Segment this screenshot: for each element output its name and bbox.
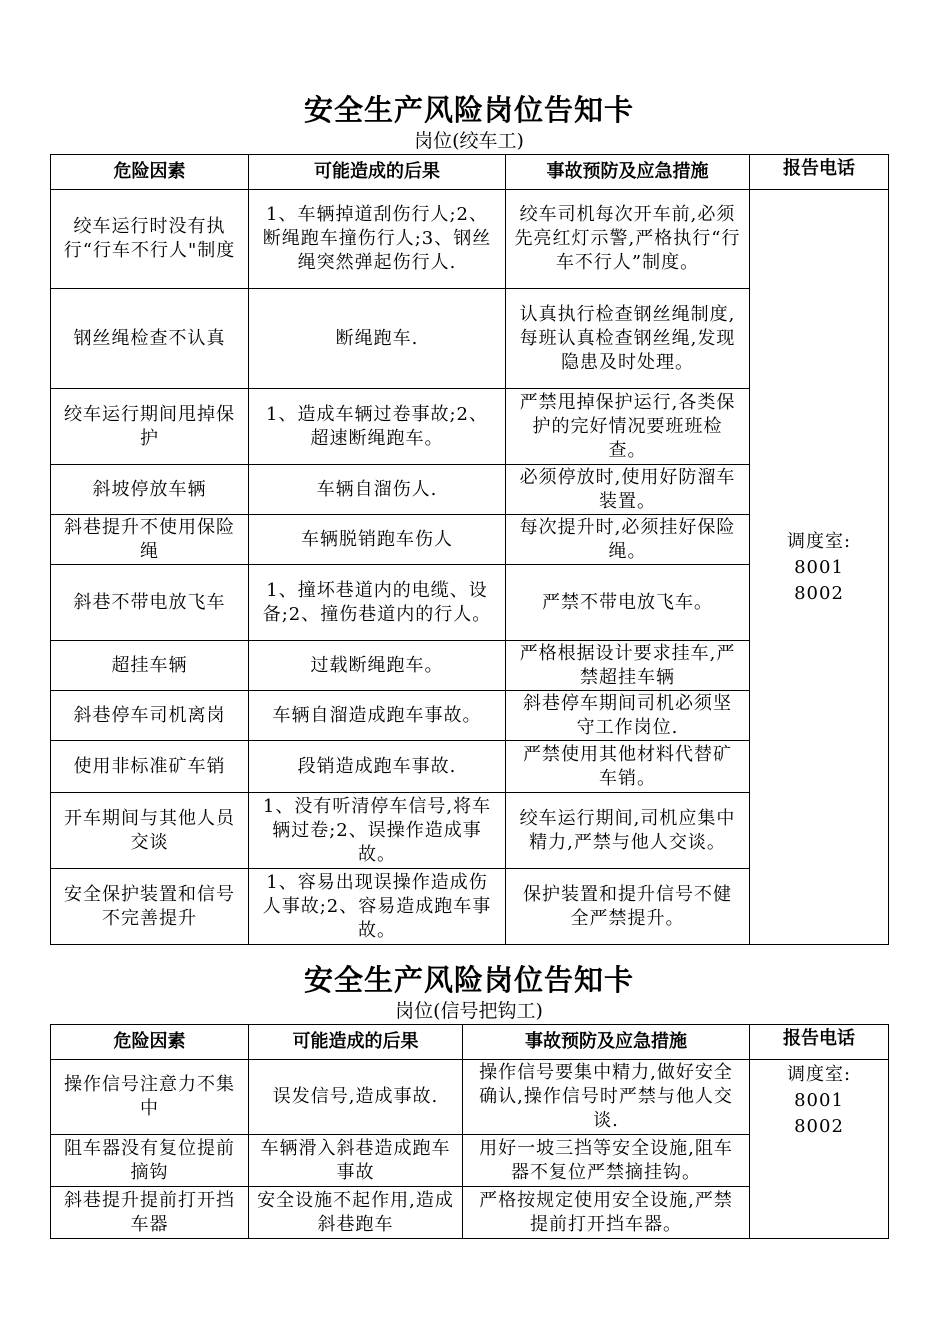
header-phone: 报告电话 bbox=[750, 1025, 889, 1060]
header-hazard: 危险因素 bbox=[51, 1025, 249, 1060]
hazard-cell: 绞车运行期间甩掉保护 bbox=[51, 389, 249, 465]
measure-cell: 必须停放时,使用好防溜车装置。 bbox=[506, 465, 750, 515]
hazard-cell: 斜坡停放车辆 bbox=[51, 465, 249, 515]
measure-cell: 绞车运行期间,司机应集中精力,严禁与他人交谈。 bbox=[506, 793, 750, 869]
consequence-cell: 1、容易出现误操作造成伤人事故;2、容易造成跑车事故。 bbox=[249, 869, 506, 945]
measure-cell: 斜巷停车期间司机必须坚守工作岗位. bbox=[506, 691, 750, 741]
hazard-cell: 斜巷提升不使用保险绳 bbox=[51, 515, 249, 565]
measure-cell: 用好一坡三挡等安全设施,阻车器不复位严禁摘挂钩。 bbox=[463, 1135, 750, 1187]
hazard-cell: 斜巷不带电放飞车 bbox=[51, 565, 249, 641]
measure-cell: 保护装置和提升信号不健全严禁提升。 bbox=[506, 869, 750, 945]
report-phone-cell bbox=[750, 1060, 889, 1239]
phone-number: 8001 bbox=[794, 557, 844, 578]
phone-label: 调度室: bbox=[786, 531, 852, 552]
measure-cell: 严格按规定使用安全设施,严禁提前打开挡车器。 bbox=[463, 1187, 750, 1239]
hazard-cell: 钢丝绳检查不认真 bbox=[51, 289, 249, 389]
hazard-cell: 绞车运行时没有执行“行车不行人"制度 bbox=[51, 190, 249, 289]
consequence-cell: 段销造成跑车事故. bbox=[249, 741, 506, 793]
risk-card-winch-operator bbox=[50, 92, 888, 945]
consequence-cell: 车辆脱销跑车伤人 bbox=[249, 515, 506, 565]
header-consequence: 可能造成的后果 bbox=[249, 1025, 463, 1060]
table-row bbox=[51, 190, 889, 289]
measure-cell: 严禁甩掉保护运行,各类保护的完好情况要班班检查。 bbox=[506, 389, 750, 465]
hazard-cell: 使用非标准矿车销 bbox=[51, 741, 249, 793]
risk-table bbox=[50, 154, 889, 945]
measure-cell: 绞车司机每次开车前,必须先亮红灯示警,严格执行“行车不行人”制度。 bbox=[506, 190, 750, 289]
hazard-cell: 斜巷停车司机离岗 bbox=[51, 691, 249, 741]
consequence-cell: 车辆自溜造成跑车事故。 bbox=[249, 691, 506, 741]
card-subtitle: 岗位(信号把钩工) bbox=[395, 1000, 543, 1022]
hazard-cell: 安全保护装置和信号不完善提升 bbox=[51, 869, 249, 945]
consequence-cell: 车辆滑入斜巷造成跑车事故 bbox=[249, 1135, 463, 1187]
consequence-cell: 误发信号,造成事故. bbox=[249, 1060, 463, 1135]
table-row bbox=[51, 1060, 889, 1135]
phone-number: 8002 bbox=[794, 1116, 844, 1137]
hazard-cell: 超挂车辆 bbox=[51, 641, 249, 691]
consequence-cell: 1、造成车辆过卷事故;2、超速断绳跑车。 bbox=[249, 389, 506, 465]
header-hazard: 危险因素 bbox=[51, 155, 249, 190]
hazard-cell: 斜巷提升提前打开挡车器 bbox=[51, 1187, 249, 1239]
card-title: 安全生产风险岗位告知卡 bbox=[303, 963, 634, 997]
header-consequence: 可能造成的后果 bbox=[249, 155, 506, 190]
measure-cell: 认真执行检查钢丝绳制度,每班认真检查钢丝绳,发现隐患及时处理。 bbox=[506, 289, 750, 389]
consequence-cell: 车辆自溜伤人. bbox=[249, 465, 506, 515]
measure-cell: 严禁不带电放飞车。 bbox=[506, 565, 750, 641]
header-phone: 报告电话 bbox=[750, 155, 889, 190]
card-subtitle: 岗位(绞车工) bbox=[414, 130, 524, 152]
table-header-row bbox=[51, 1025, 889, 1060]
header-measure: 事故预防及应急措施 bbox=[506, 155, 750, 190]
phone-number: 8002 bbox=[794, 583, 844, 604]
table-header-row bbox=[51, 155, 889, 190]
hazard-cell: 开车期间与其他人员交谈 bbox=[51, 793, 249, 869]
hazard-cell: 操作信号注意力不集中 bbox=[51, 1060, 249, 1135]
consequence-cell: 1、撞坏巷道内的电缆、设备;2、撞伤巷道内的行人。 bbox=[249, 565, 506, 641]
hazard-cell: 阻车器没有复位提前摘钩 bbox=[51, 1135, 249, 1187]
consequence-cell: 安全设施不起作用,造成斜巷跑车 bbox=[249, 1187, 463, 1239]
card-title: 安全生产风险岗位告知卡 bbox=[303, 93, 634, 127]
risk-table bbox=[50, 1024, 889, 1239]
measure-cell: 操作信号要集中精力,做好安全确认,操作信号时严禁与他人交谈. bbox=[463, 1060, 750, 1135]
phone-number: 8001 bbox=[794, 1090, 844, 1111]
consequence-cell: 1、车辆掉道刮伤行人;2、断绳跑车撞伤行人;3、钢丝绳突然弹起伤行人. bbox=[249, 190, 506, 289]
measure-cell: 严格根据设计要求挂车,严禁超挂车辆 bbox=[506, 641, 750, 691]
consequence-cell: 断绳跑车. bbox=[249, 289, 506, 389]
phone-label: 调度室: bbox=[786, 1064, 852, 1085]
header-measure: 事故预防及应急措施 bbox=[463, 1025, 750, 1060]
measure-cell: 严禁使用其他材料代替矿车销。 bbox=[506, 741, 750, 793]
consequence-cell: 1、没有听清停车信号,将车辆过卷;2、误操作造成事故。 bbox=[249, 793, 506, 869]
report-phone-cell bbox=[750, 190, 889, 945]
measure-cell: 每次提升时,必须挂好保险绳。 bbox=[506, 515, 750, 565]
consequence-cell: 过载断绳跑车。 bbox=[249, 641, 506, 691]
risk-card-signal-hook-operator bbox=[50, 962, 888, 1239]
